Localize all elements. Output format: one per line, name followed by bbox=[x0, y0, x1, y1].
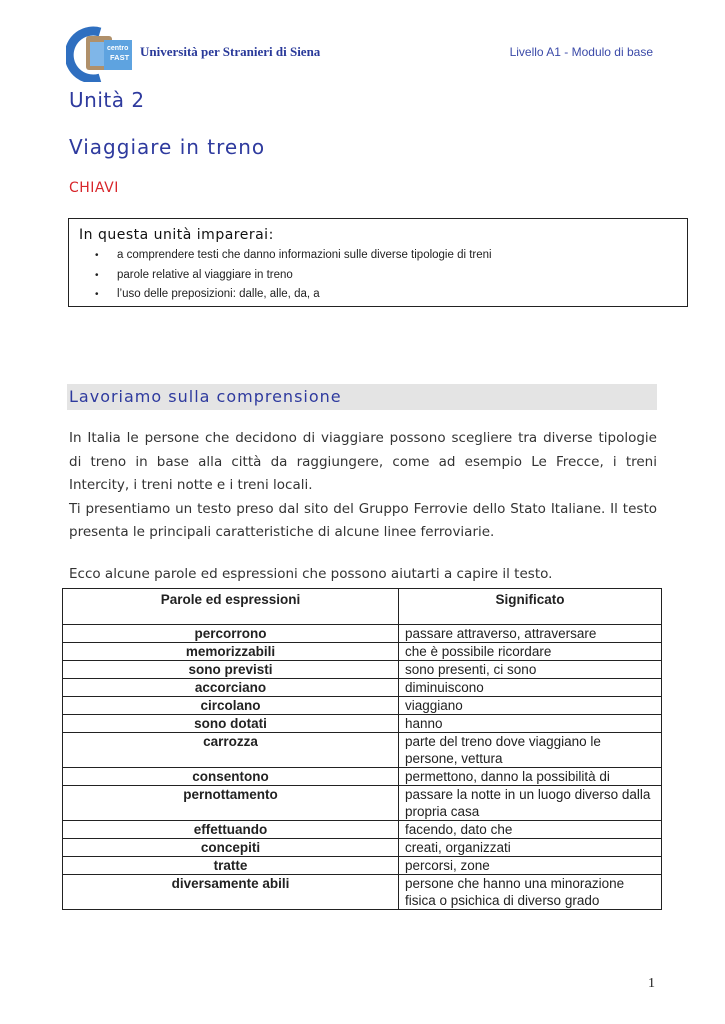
term-cell: concepiti bbox=[63, 839, 399, 857]
objective-text: a comprendere testi che danno informazioni sulle diverse tipologie di treni bbox=[117, 249, 492, 261]
paragraph-line: In Italia le persone che decidono di viaggiare possono scegliere tra diverse tipologie bbox=[69, 430, 657, 446]
column-header-terms: Parole ed espressioni bbox=[63, 589, 399, 625]
meaning-cell: diminuiscono bbox=[399, 679, 662, 697]
meaning-cell: sono presenti, ci sono bbox=[399, 661, 662, 679]
meaning-cell: permettono, danno la possibilità di bbox=[399, 768, 662, 786]
table-row bbox=[63, 839, 662, 857]
term-cell: accorciano bbox=[63, 679, 399, 697]
keys-label: CHIAVI bbox=[69, 180, 119, 196]
meaning-cell: persone che hanno una minorazione fisica o psichica di diverso grado bbox=[399, 875, 662, 910]
objective-item bbox=[69, 285, 492, 305]
objective-item bbox=[69, 246, 492, 266]
objective-item bbox=[69, 266, 492, 286]
objectives-title: In questa unità imparerai: bbox=[79, 227, 274, 243]
university-name: Università per Stranieri di Siena bbox=[140, 44, 321, 59]
table-row bbox=[63, 733, 662, 768]
table-row bbox=[63, 715, 662, 733]
meaning-cell: passare la notte in un luogo diverso dalla propria casa bbox=[399, 786, 662, 821]
section-heading: Lavoriamo sulla comprensione bbox=[67, 384, 657, 410]
column-header-meanings: Significato bbox=[399, 589, 662, 625]
centro-fast-logo bbox=[66, 26, 134, 82]
table-intro: Ecco alcune parole ed espressioni che possono aiutarti a capire il testo. bbox=[69, 566, 553, 582]
paragraph-line: Ti presentiamo un testo preso dal sito del Gruppo Ferrovie dello Stato Italiane. Il testo bbox=[69, 500, 657, 517]
term-cell: tratte bbox=[63, 857, 399, 875]
term-cell: diversamente abili bbox=[63, 875, 399, 910]
meaning-cell: creati, organizzati bbox=[399, 839, 662, 857]
paragraph-line: di treno in base alla città da raggiungere, come ad esempio Le Frecce, i treni bbox=[69, 453, 657, 470]
bullet-icon: • bbox=[95, 289, 99, 300]
term-cell: effettuando bbox=[63, 821, 399, 839]
paragraph-line: presenta le principali caratteristiche di alcune linee ferroviarie. bbox=[69, 524, 495, 540]
term-cell: pernottamento bbox=[63, 786, 399, 821]
svg-text:FAST: FAST bbox=[110, 53, 130, 62]
term-cell: carrozza bbox=[63, 733, 399, 768]
level-label: Livello A1 - Modulo di base bbox=[509, 45, 653, 59]
term-cell: sono previsti bbox=[63, 661, 399, 679]
table-row bbox=[63, 661, 662, 679]
meaning-cell: parte del treno dove viaggiano le persone, vettura bbox=[399, 733, 662, 768]
meaning-cell: che è possibile ricordare bbox=[399, 643, 662, 661]
meaning-cell: hanno bbox=[399, 715, 662, 733]
meaning-cell: passare attraverso, attraversare bbox=[399, 625, 662, 643]
svg-text:centro: centro bbox=[107, 45, 129, 52]
table-row bbox=[63, 786, 662, 821]
table-row bbox=[63, 625, 662, 643]
term-cell: circolano bbox=[63, 697, 399, 715]
table-header-row bbox=[63, 589, 662, 625]
table-row bbox=[63, 857, 662, 875]
objectives-box bbox=[68, 218, 688, 307]
meaning-cell: facendo, dato che bbox=[399, 821, 662, 839]
page-number: 1 bbox=[648, 976, 655, 991]
term-cell: memorizzabili bbox=[63, 643, 399, 661]
table-row bbox=[63, 875, 662, 910]
table-row bbox=[63, 697, 662, 715]
table-row bbox=[63, 643, 662, 661]
table-row bbox=[63, 768, 662, 786]
term-cell: sono dotati bbox=[63, 715, 399, 733]
meaning-cell: percorsi, zone bbox=[399, 857, 662, 875]
intro-paragraph bbox=[69, 427, 657, 545]
objective-text: l’uso delle preposizioni: dalle, alle, da, a bbox=[117, 288, 320, 300]
objectives-list bbox=[69, 246, 492, 305]
objective-text: parole relative al viaggiare in treno bbox=[117, 268, 293, 281]
unit-subtitle: Viaggiare in treno bbox=[69, 135, 266, 159]
vocabulary-table bbox=[62, 588, 662, 910]
table-row bbox=[63, 679, 662, 697]
paragraph-line: Intercity, i treni notte e i treni locali. bbox=[69, 477, 313, 493]
table-row bbox=[63, 821, 662, 839]
term-cell: percorrono bbox=[63, 625, 399, 643]
unit-title: Unità 2 bbox=[69, 88, 145, 112]
term-cell: consentono bbox=[63, 768, 399, 786]
meaning-cell: viaggiano bbox=[399, 697, 662, 715]
bullet-icon: • bbox=[95, 269, 99, 281]
bullet-icon: • bbox=[95, 250, 99, 261]
